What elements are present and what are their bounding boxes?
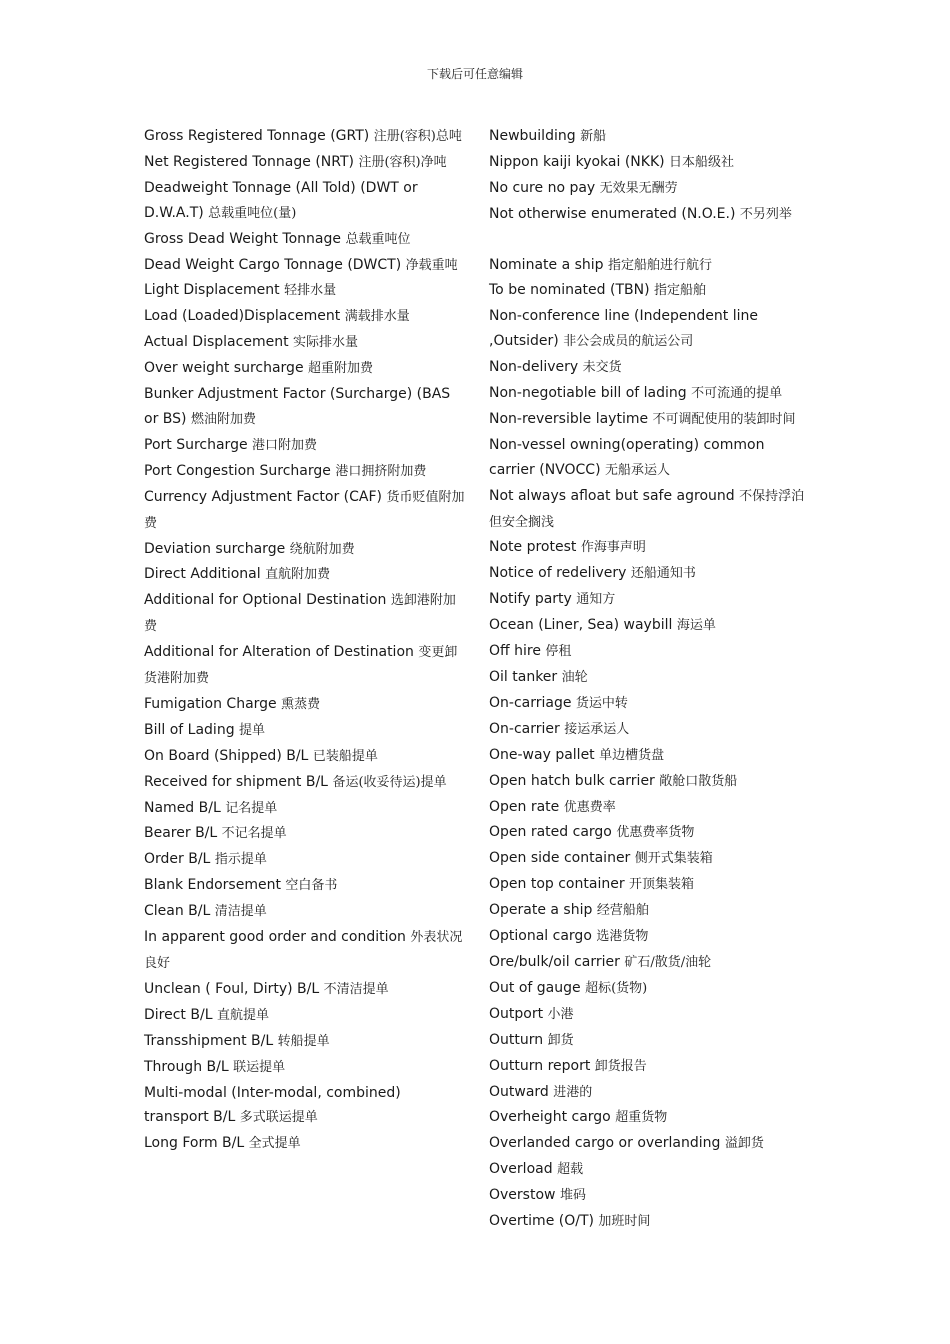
term-chinese: 小港 <box>547 1006 574 1022</box>
term-english: Overstow <box>489 1187 556 1204</box>
term-english: Out of gauge <box>489 979 581 996</box>
glossary-entry <box>144 433 465 459</box>
term-english: One-way pallet <box>489 746 595 763</box>
term-english: Bunker Adjustment Factor (Surcharge) (BAS or BS) <box>144 386 451 427</box>
term-chinese: 无效果无酬劳 <box>599 180 678 196</box>
term-chinese: 货运中转 <box>575 695 628 711</box>
term-english: Dead Weight Cargo Tonnage (DWCT) <box>144 256 402 273</box>
term-chinese: 指定船舶 <box>654 283 707 299</box>
glossary-entry <box>144 925 465 977</box>
term-english: Operate a ship <box>489 902 593 919</box>
term-english: Open rated cargo <box>489 824 612 841</box>
term-chinese: 选港货物 <box>596 929 649 945</box>
glossary-entry <box>489 278 809 304</box>
glossary-entry <box>489 176 809 202</box>
glossary-entry <box>489 795 809 821</box>
glossary-entry <box>489 1131 809 1157</box>
glossary-entry <box>489 1105 809 1131</box>
glossary-entry <box>144 588 465 640</box>
term-english: Over weight surcharge <box>144 360 304 377</box>
term-chinese: 港口附加费 <box>252 437 318 453</box>
term-chinese: 多式联运提单 <box>239 1110 318 1126</box>
term-english: Net Registered Tonnage (NRT) <box>144 153 354 170</box>
glossary-entry <box>489 1028 809 1054</box>
term-english: Overlanded cargo or overlanding <box>489 1135 721 1152</box>
term-chinese: 指定船舶进行航行 <box>608 257 713 273</box>
term-chinese: 还船通知书 <box>630 566 696 582</box>
term-english: Non-negotiable bill of lading <box>489 385 687 402</box>
term-english: Light Displacement <box>144 282 280 299</box>
term-english: Port Surcharge <box>144 436 248 453</box>
glossary-entry <box>489 1002 809 1028</box>
glossary-entry <box>144 821 465 847</box>
term-chinese: 总载重吨位(量) <box>208 205 297 221</box>
glossary-entry <box>489 1157 809 1183</box>
glossary-entry <box>489 228 809 253</box>
term-chinese: 不可调配使用的装卸时间 <box>652 411 796 427</box>
term-chinese: 停租 <box>545 644 572 660</box>
term-english: Off hire <box>489 643 541 660</box>
glossary-entry <box>489 846 809 872</box>
glossary-entry <box>144 150 465 176</box>
glossary-entry <box>489 1183 809 1209</box>
glossary-entry <box>144 330 465 356</box>
glossary-entry <box>489 535 809 561</box>
term-chinese: 注册(容积)净吨 <box>358 154 447 170</box>
glossary-entry <box>489 613 809 639</box>
term-english: Not always afloat but safe aground <box>489 487 735 504</box>
term-english: Through B/L <box>144 1058 229 1075</box>
term-chinese: 超重货物 <box>615 1110 668 1126</box>
term-chinese: 优惠费率 <box>563 799 616 815</box>
right-glossary-column <box>489 124 809 1235</box>
term-english: Gross Registered Tonnage (GRT) <box>144 128 370 144</box>
term-english: Non-conference line (Independent line ,Outsider) <box>489 308 758 350</box>
glossary-entry <box>489 872 809 898</box>
glossary-entry <box>144 1029 465 1055</box>
glossary-entry <box>489 407 809 433</box>
term-chinese: 燃油附加费 <box>190 411 256 427</box>
term-chinese: 变更卸货港附加费 <box>144 645 458 687</box>
glossary-entry <box>144 770 465 796</box>
term-english: Open top container <box>489 876 625 893</box>
term-english: Overtime (O/T) <box>489 1213 594 1230</box>
glossary-entry <box>489 639 809 665</box>
glossary-entry <box>489 743 809 769</box>
glossary-entry <box>489 124 809 150</box>
term-english: Outward <box>489 1083 549 1100</box>
glossary-entry <box>489 717 809 743</box>
term-chinese: 全式提单 <box>248 1136 301 1152</box>
term-chinese: 超标(货物) <box>585 980 648 996</box>
term-english: Newbuilding <box>489 128 576 144</box>
term-english: Long Form B/L <box>144 1135 245 1152</box>
term-chinese: 超载 <box>557 1162 584 1178</box>
term-chinese: 通知方 <box>576 592 616 608</box>
glossary-entry <box>144 796 465 822</box>
glossary-entry <box>489 665 809 691</box>
term-chinese: 加班时间 <box>598 1214 651 1230</box>
glossary-entry <box>144 640 465 692</box>
term-english: Not otherwise enumerated (N.O.E.) <box>489 205 736 222</box>
glossary-entry <box>489 1209 809 1235</box>
term-chinese: 空白备书 <box>285 878 338 894</box>
term-chinese: 选卸港附加费 <box>144 593 456 635</box>
term-chinese: 优惠费率货物 <box>616 825 695 841</box>
term-chinese: 作海事声明 <box>580 540 646 556</box>
glossary-entry <box>489 976 809 1002</box>
term-english: Named B/L <box>144 799 221 816</box>
term-english: Deviation surcharge <box>144 540 286 557</box>
term-chinese: 侧开式集装箱 <box>634 851 713 867</box>
glossary-entry <box>489 433 809 484</box>
term-english: Currency Adjustment Factor (CAF) <box>144 488 382 505</box>
term-chinese: 卸货 <box>547 1032 574 1048</box>
term-english: Load (Loaded)Displacement <box>144 308 341 325</box>
term-chinese: 实际排水量 <box>293 335 359 351</box>
term-english: Port Congestion Surcharge <box>144 462 331 479</box>
term-english: Non-reversible laytime <box>489 410 649 427</box>
glossary-entry <box>144 537 465 563</box>
term-chinese: 无船承运人 <box>605 462 671 478</box>
glossary-entry <box>489 202 809 228</box>
term-chinese: 指示提单 <box>214 852 267 868</box>
term-chinese: 已装船提单 <box>312 748 378 764</box>
term-english: Direct Additional <box>144 566 261 583</box>
term-english: Multi-modal (Inter-modal, combined) transport B/L <box>144 1084 401 1126</box>
term-chinese: 注册(容积)总吨 <box>373 129 462 144</box>
term-chinese: 开顶集装箱 <box>629 877 695 893</box>
term-chinese: 卸货报告 <box>594 1058 647 1074</box>
glossary-entry <box>144 562 465 588</box>
term-english: Non-vessel owning(operating) common carrier (NVOCC) <box>489 436 765 478</box>
term-english: No cure no pay <box>489 179 596 196</box>
term-chinese: 绕航附加费 <box>289 541 355 557</box>
glossary-entry <box>144 176 465 227</box>
term-english: Optional cargo <box>489 928 592 945</box>
term-chinese: 净载重吨 <box>405 257 458 273</box>
term-english: Ocean (Liner, Sea) waybill <box>489 617 673 634</box>
term-english: Open rate <box>489 798 560 815</box>
term-chinese: 不清洁提单 <box>323 981 389 997</box>
term-chinese: 非公会成员的航运公司 <box>563 334 694 350</box>
term-chinese: 轻排水量 <box>284 283 337 299</box>
term-english: Notify party <box>489 591 572 608</box>
term-chinese: 不另列举 <box>739 206 792 222</box>
term-chinese: 不保持浮泊但安全搁浅 <box>489 488 805 530</box>
term-chinese: 备运(收妥待运)提单 <box>332 774 447 790</box>
glossary-entry <box>489 950 809 976</box>
term-english: To be nominated (TBN) <box>489 282 650 299</box>
glossary-entry <box>144 1003 465 1029</box>
term-chinese: 溢卸货 <box>724 1136 764 1152</box>
term-english: Nippon kaiji kyokai (NKK) <box>489 153 665 170</box>
term-english: Deadweight Tonnage (All Told) (DWT or D.W.A.T) <box>144 179 418 221</box>
term-english: On Board (Shipped) B/L <box>144 747 309 764</box>
term-chinese: 清洁提单 <box>214 904 267 920</box>
term-english: Order B/L <box>144 851 211 868</box>
term-english: Outturn <box>489 1031 544 1048</box>
glossary-entry <box>144 382 465 433</box>
glossary-entry <box>144 278 465 304</box>
term-chinese: 货币贬值附加费 <box>144 489 465 531</box>
glossary-entry <box>489 381 809 407</box>
term-chinese: 日本船级社 <box>669 154 735 170</box>
glossary-entry <box>489 1080 809 1106</box>
glossary-entry <box>489 561 809 587</box>
term-english: Additional for Alteration of Destination <box>144 644 414 661</box>
term-chinese: 进港的 <box>553 1084 593 1100</box>
glossary-entry <box>144 304 465 330</box>
term-chinese: 满载排水量 <box>344 309 410 325</box>
term-english: Non-delivery <box>489 359 579 376</box>
term-chinese: 不记名提单 <box>221 826 287 842</box>
term-english: Ore/bulk/oil carrier <box>489 953 620 970</box>
glossary-entry <box>144 1055 465 1081</box>
term-chinese: 接运承运人 <box>564 721 630 737</box>
term-english: Actual Displacement <box>144 334 289 351</box>
glossary-entry <box>144 899 465 925</box>
term-english: On-carrier <box>489 720 560 737</box>
glossary-entry <box>489 924 809 950</box>
term-english: Overload <box>489 1161 553 1178</box>
glossary-entry <box>144 253 465 279</box>
glossary-entry <box>489 253 809 279</box>
glossary-entry <box>144 977 465 1003</box>
term-english: Bearer B/L <box>144 825 218 842</box>
glossary-entry <box>144 1081 465 1132</box>
term-english: Fumigation Charge <box>144 695 277 712</box>
glossary-entry <box>144 873 465 899</box>
term-chinese: 直航提单 <box>216 1007 269 1023</box>
term-english: Direct B/L <box>144 1006 213 1023</box>
term-english: Open hatch bulk carrier <box>489 772 655 789</box>
term-chinese: 矿石/散货/油轮 <box>624 954 712 970</box>
glossary-entry <box>144 227 465 253</box>
glossary-entry <box>489 820 809 846</box>
term-english: Note protest <box>489 539 577 556</box>
glossary-entry <box>144 459 465 485</box>
term-english: Notice of redelivery <box>489 565 627 582</box>
term-english: Blank Endorsement <box>144 877 281 894</box>
term-english: Transshipment B/L <box>144 1032 274 1049</box>
term-english: On-carriage <box>489 694 572 711</box>
term-chinese: 经营船舶 <box>596 903 649 919</box>
term-chinese: 超重附加费 <box>308 361 374 377</box>
term-english: Outturn report <box>489 1057 591 1074</box>
term-chinese: 转船提单 <box>277 1033 330 1049</box>
glossary-entry <box>489 898 809 924</box>
term-chinese: 单边槽货盘 <box>599 747 665 763</box>
term-english: Open side container <box>489 850 631 867</box>
term-chinese: 敞舱口散货船 <box>659 773 738 789</box>
term-chinese: 总载重吨位 <box>345 231 411 247</box>
glossary-entry <box>144 485 465 537</box>
term-chinese: 提单 <box>239 722 266 738</box>
term-english: Unclean ( Foul, Dirty) B/L <box>144 980 320 997</box>
glossary-entry <box>144 356 465 382</box>
term-english: Clean B/L <box>144 903 211 920</box>
term-chinese: 堆码 <box>559 1188 586 1204</box>
glossary-entry <box>144 718 465 744</box>
term-chinese: 海运单 <box>676 618 716 634</box>
term-chinese: 油轮 <box>561 670 588 686</box>
glossary-entry <box>144 744 465 770</box>
term-chinese: 不可流通的提单 <box>691 386 783 402</box>
term-chinese: 记名提单 <box>225 800 278 816</box>
glossary-entry <box>489 355 809 381</box>
term-english: Oil tanker <box>489 669 558 686</box>
term-chinese: 熏蒸费 <box>281 696 321 712</box>
term-english: Received for shipment B/L <box>144 773 328 790</box>
term-english: In apparent good order and condition <box>144 929 406 946</box>
term-chinese: 直航附加费 <box>265 567 331 583</box>
glossary-entry <box>489 769 809 795</box>
term-chinese: 新船 <box>580 129 607 144</box>
glossary-entry <box>489 304 809 355</box>
glossary-entry <box>489 691 809 717</box>
term-chinese: 港口拥挤附加费 <box>335 463 427 479</box>
glossary-entry <box>489 1054 809 1080</box>
page-header: 下载后可任意编辑 <box>426 67 523 81</box>
glossary-entry <box>144 692 465 718</box>
glossary-entry <box>489 150 809 176</box>
glossary-entry <box>144 124 465 150</box>
term-english: Overheight cargo <box>489 1109 611 1126</box>
left-glossary-column <box>144 124 465 1157</box>
term-english: Gross Dead Weight Tonnage <box>144 230 341 247</box>
term-english: Bill of Lading <box>144 721 235 738</box>
term-chinese: 联运提单 <box>233 1059 286 1075</box>
term-chinese: 未交货 <box>582 360 622 376</box>
glossary-entry <box>489 587 809 613</box>
term-english: Outport <box>489 1005 544 1022</box>
glossary-entry <box>489 484 809 536</box>
glossary-entry <box>144 847 465 873</box>
term-english: Additional for Optional Destination <box>144 592 387 609</box>
glossary-entry <box>144 1131 465 1157</box>
term-english: Nominate a ship <box>489 256 604 273</box>
term-chinese: 外表状况良好 <box>144 930 463 971</box>
